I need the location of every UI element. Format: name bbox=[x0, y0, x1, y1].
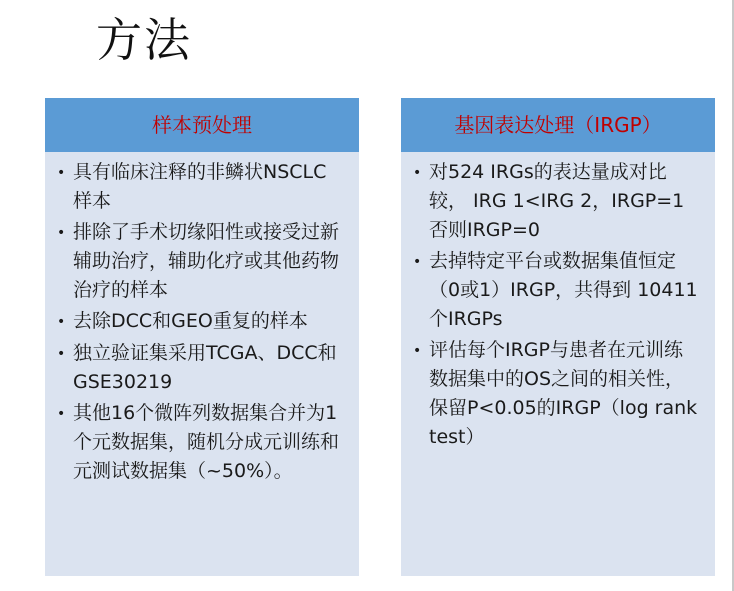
bullet-icon: • bbox=[57, 346, 66, 362]
bullet-text: 其他16个微阵列数据集合并为1个元数据集，随机分成元训练和元测试数据集（~50%）。 bbox=[73, 402, 340, 482]
panel-header-label: 样本预处理 bbox=[152, 113, 252, 137]
bullet-text: 评估每个IRGP与患者在元训练数据集中的OS之间的相关性，保留P<0.05的IRGP（log rank test） bbox=[429, 339, 698, 448]
bullet-item bbox=[57, 339, 345, 397]
bullet-icon: • bbox=[413, 165, 422, 181]
bullet-icon: • bbox=[413, 343, 422, 359]
panel-body bbox=[401, 152, 715, 452]
panel-header bbox=[45, 98, 359, 152]
bullet-item bbox=[413, 158, 701, 245]
panel-header-label: 基因表达处理（IRGP） bbox=[454, 113, 662, 137]
bullet-text: 去除DCC和GEO重复的样本 bbox=[73, 310, 308, 332]
bullet-icon: • bbox=[57, 406, 66, 422]
bullet-icon: • bbox=[413, 254, 422, 270]
panel-body bbox=[45, 152, 359, 486]
bullet-text: 独立验证集采用TCGA、DCC和GSE30219 bbox=[73, 342, 337, 393]
sample-preprocessing-panel bbox=[45, 98, 359, 576]
bullet-icon: • bbox=[57, 314, 66, 330]
panel-header bbox=[401, 98, 715, 152]
bullet-icon: • bbox=[57, 165, 66, 181]
bullet-text: 去掉特定平台或数据集值恒定（0或1）IRGP，共得到 10411 个IRGPs bbox=[429, 250, 698, 330]
page-title: 方法 bbox=[96, 13, 192, 67]
bullet-icon: • bbox=[57, 225, 66, 241]
bullet-item bbox=[413, 336, 701, 452]
bullet-text: 排除了手术切缘阳性或接受过新辅助治疗，辅助化疗或其他药物治疗的样本 bbox=[73, 221, 340, 301]
bullet-item bbox=[57, 158, 345, 216]
bullet-item bbox=[413, 247, 701, 334]
bullet-item bbox=[57, 307, 345, 337]
bullet-item bbox=[57, 399, 345, 486]
bullet-item bbox=[57, 218, 345, 305]
bullet-text: 具有临床注释的非鳞状NSCLC样本 bbox=[73, 161, 327, 212]
bullet-text: 对524 IRGs的表达量成对比较， IRG 1<IRG 2，IRGP=1否则IRGP=0 bbox=[429, 161, 685, 241]
gene-expression-panel bbox=[401, 98, 715, 576]
